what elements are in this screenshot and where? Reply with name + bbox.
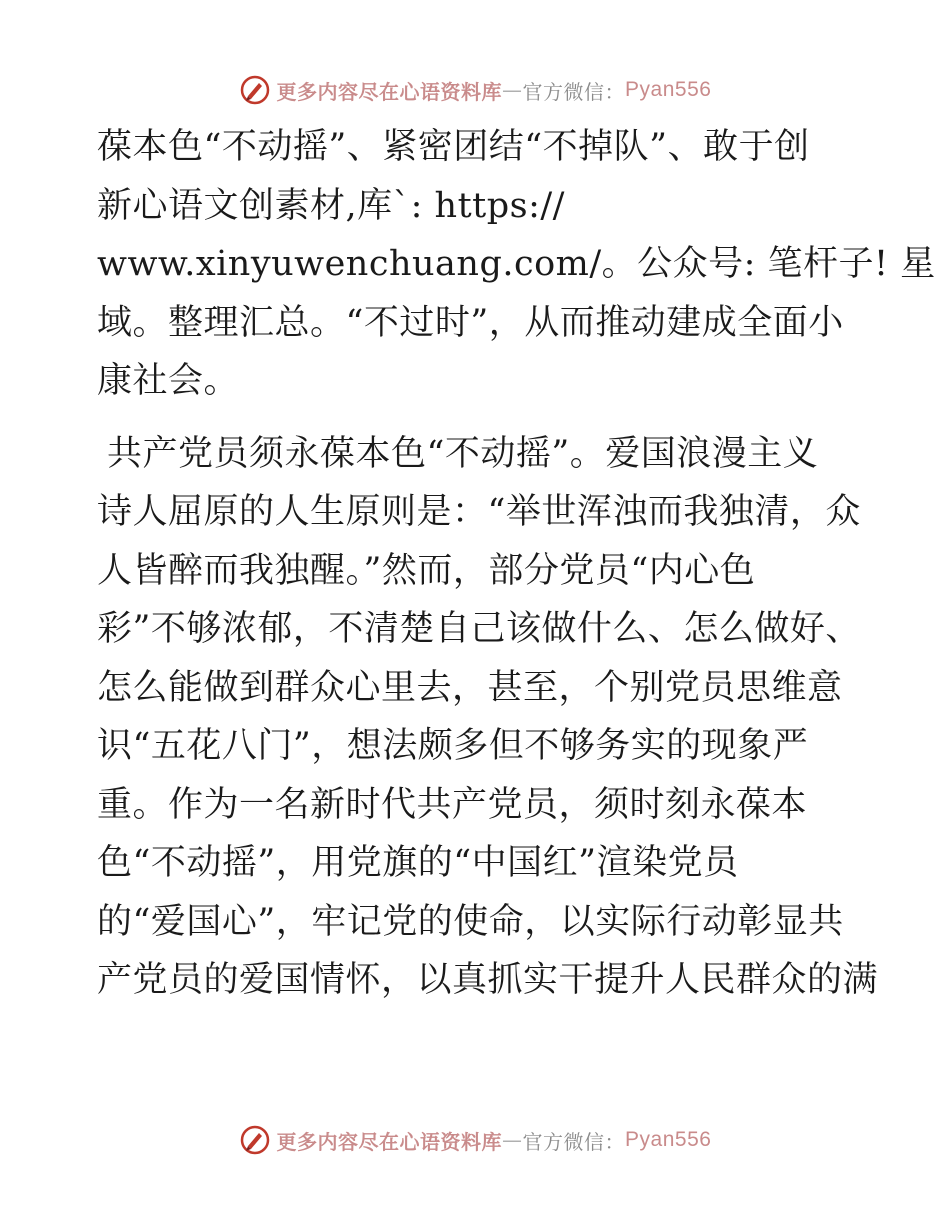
text-line: 葆本色“不动摇”、紧密团结“不掉队”、敢于创 [97, 127, 810, 167]
header-banner [0, 70, 950, 110]
text-line: 域。整理汇总。“不过时”，从而推动建成全面小 [97, 302, 844, 343]
footer-brand: 更多内容尽在心语资料库 [276, 1129, 503, 1154]
logo-icon [239, 74, 271, 106]
text-line: 重。作为一名新时代共产党员，须时刻永葆本 [97, 784, 808, 825]
text-line: 识“五花八门”，想法颇多但不够务实的现象严 [97, 726, 809, 766]
text-line: 康社会。 [97, 361, 240, 401]
logo-icon [239, 1124, 271, 1156]
footer-wechat-id: Pyan556 [625, 1128, 712, 1151]
paragraph-2 [97, 425, 879, 1010]
document-body [97, 118, 936, 1010]
text-line: 产党员的爱国情怀，以真抓实干提升人民群众的满 [97, 960, 879, 1000]
text-line: 怎么能做到群众心里去，甚至，个别党员思维意 [97, 667, 843, 708]
header-wechat-id: Pyan556 [625, 78, 712, 101]
header-separator: — [502, 78, 523, 102]
footer-banner [0, 1120, 950, 1160]
footer-official-label: 官方微信： [522, 1129, 626, 1154]
footer-separator: — [502, 1128, 523, 1152]
text-line: 彩”不够浓郁，不清楚自己该做什么、怎么做好、 [97, 609, 861, 649]
header-official-label: 官方微信： [522, 79, 626, 104]
text-line: 新心语文创素材,库`: https:// [97, 185, 565, 226]
paragraph-1 [97, 118, 936, 411]
text-line: www.xinyuwenchuang.com/。公众号: 笔杆子! 星 [97, 244, 936, 284]
text-line: 共产党员须永葆本色“不动摇”。爱国浪漫主义 [107, 433, 819, 474]
text-line: 的“爱国心”，牢记党的使命，以实际行动彰显共 [97, 901, 844, 942]
header-brand: 更多内容尽在心语资料库 [276, 79, 503, 104]
text-line: 诗人屈原的人生原则是：“举世浑浊而我独清，众 [97, 492, 861, 532]
text-line: 色“不动摇”，用党旗的“中国红”渲染党员 [97, 843, 739, 883]
paragraph-gap [97, 411, 857, 425]
text-line: 人皆醉而我独醒。”然而，部分党员“内心色 [97, 550, 756, 591]
